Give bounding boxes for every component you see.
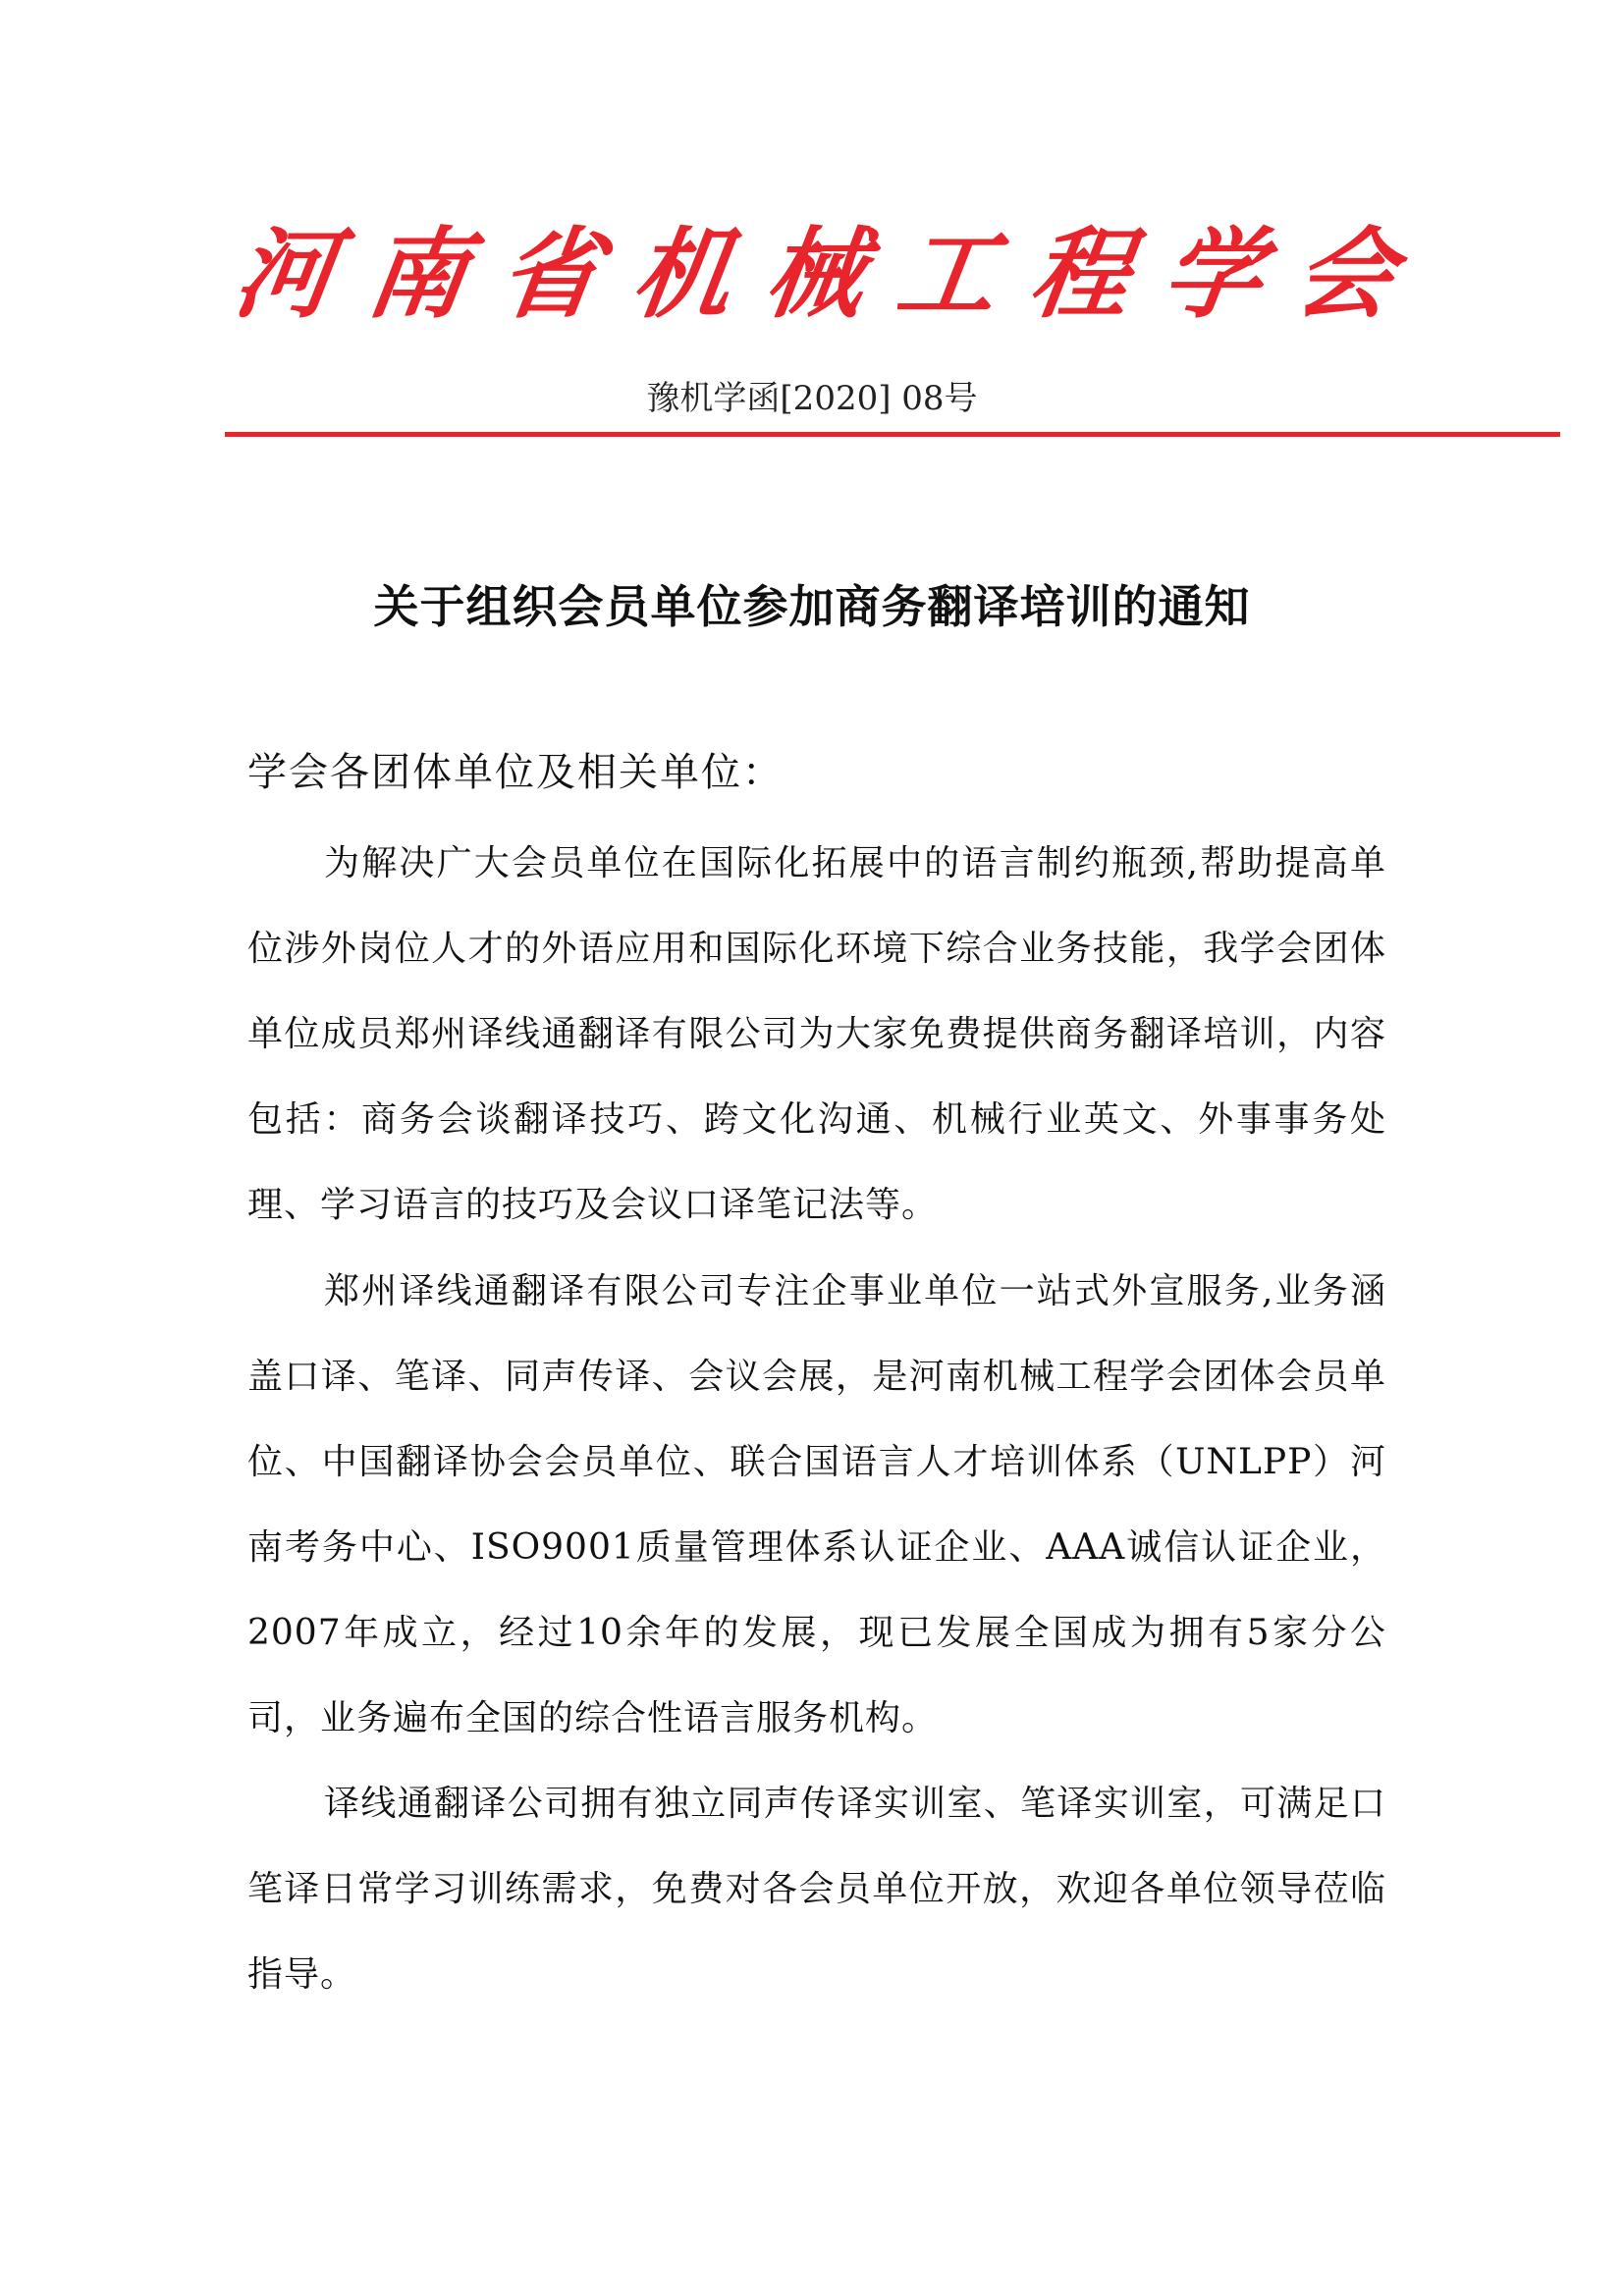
letterhead-char: 学 — [1155, 217, 1271, 332]
letterhead-char: 械 — [757, 217, 873, 332]
letterhead-char: 南 — [359, 217, 475, 332]
body-paragraph: 郑州译线通翻译有限公司专注企事业单位一站式外宣服务,业务涵盖口译、笔译、同声传译、会议会展，是河南机械工程学会团体会员单位、中国翻译协会会员单位、联合国语言人才培训体系（UNLPP）河南考务中心、ISO9001质量管理体系认证企业、AAA诚信认证企业，2007年成立，经过10余年的发展，现已发展全国成为拥有5家分公司，业务遍布全国的综合性语言服务机构。 — [247, 1271, 1386, 1738]
letterhead-char: 机 — [624, 217, 740, 332]
letterhead-char: 程 — [1022, 217, 1138, 332]
letterhead-char: 河 — [227, 217, 343, 332]
notice-title: 关于组织会员单位参加商务翻译培训的通知 — [373, 580, 1251, 633]
body-paragraph: 译线通翻译公司拥有独立同声传译实训室、笔译实训室，可满足口笔译日常学习训练需求，免费对各会员单位开放，欢迎各单位领导莅临指导。 — [247, 1784, 1386, 1995]
red-divider-line — [225, 432, 1560, 437]
letterhead-char: 省 — [492, 217, 608, 332]
letterhead-char: 工 — [890, 217, 1005, 332]
body-paragraph: 为解决广大会员单位在国际化拓展中的语言制约瓶颈,帮助提高单位涉外岗位人才的外语应用和国际化环境下综合业务技能，我学会团体单位成员郑州译线通翻译有限公司为大家免费提供商务翻译培训，内容包括：商务会谈翻译技巧、跨文化沟通、机械行业英文、外事事务处理、学习语言的技巧及会议口译笔记法等。 — [247, 843, 1386, 1225]
document-number: 豫机学函[2020] 08号 — [646, 379, 978, 418]
letterhead-title — [227, 211, 1403, 339]
letterhead-char: 会 — [1287, 217, 1403, 332]
salutation: 学会各团体单位及相关单位： — [247, 750, 784, 795]
